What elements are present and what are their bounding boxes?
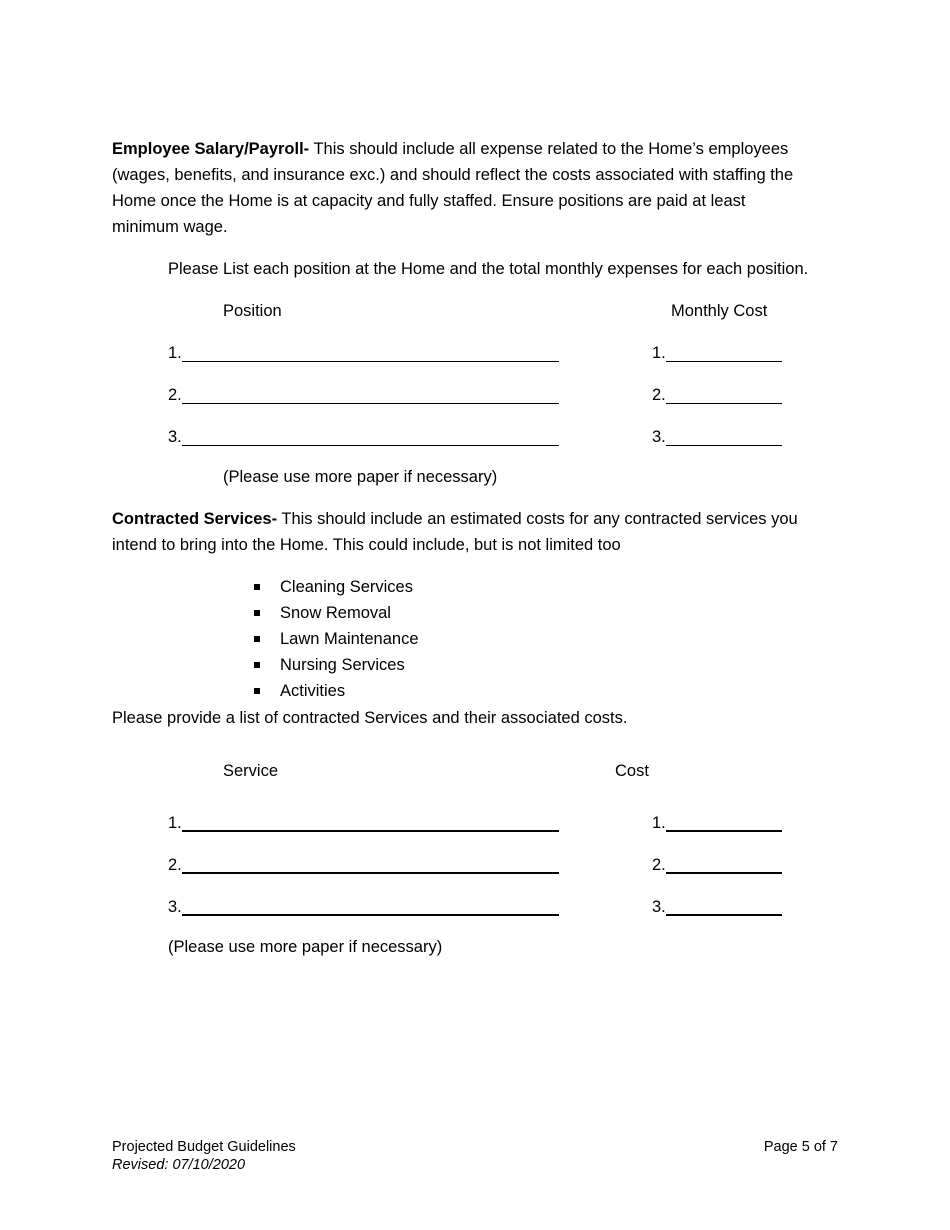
employee-line-1 — [112, 136, 832, 162]
footer-page-number: Page 5 of 7 — [763, 1139, 838, 1155]
employee-instruction: Please List each position at the Home and the total monthly expenses for each position. — [168, 260, 809, 278]
cost-input-line[interactable] — [666, 813, 782, 832]
position-input-line[interactable] — [182, 427, 559, 446]
position-input-line[interactable] — [182, 385, 559, 404]
cost-input-line[interactable] — [666, 343, 782, 362]
employee-more-paper-note: (Please use more paper if necessary) — [223, 468, 498, 486]
employee-line-4: minimum wage. — [112, 218, 228, 236]
service-column-header: Service — [223, 762, 279, 780]
contracted-line-2: intend to bring into the Home. This could include, but is not limited too — [112, 536, 621, 554]
row-number: 1. — [652, 344, 666, 362]
row-number: 2. — [652, 856, 666, 874]
monthly-cost-column-header: Monthly Cost — [671, 302, 768, 320]
contracted-paragraph — [112, 506, 832, 558]
square-bullet-icon — [254, 610, 260, 616]
row-number: 2. — [168, 856, 182, 874]
square-bullet-icon — [254, 636, 260, 642]
cost-input-line[interactable] — [666, 855, 782, 874]
cost-input-line[interactable] — [666, 897, 782, 916]
employee-line-2: (wages, benefits, and insurance exc.) and should reflect the costs associated with staffing the — [112, 166, 794, 184]
row-number: 2. — [652, 386, 666, 404]
list-item-label: Activities — [280, 682, 346, 700]
position-column-header: Position — [223, 302, 282, 320]
service-input-line[interactable] — [182, 813, 559, 832]
footer-title: Projected Budget Guidelines — [112, 1139, 296, 1155]
square-bullet-icon — [254, 662, 260, 668]
list-item — [0, 626, 950, 652]
contracted-instruction: Please provide a list of contracted Services and their associated costs. — [112, 709, 628, 727]
square-bullet-icon — [254, 584, 260, 590]
list-item — [0, 652, 950, 678]
row-number: 3. — [652, 898, 666, 916]
list-item-label: Cleaning Services — [280, 578, 413, 596]
row-number: 1. — [168, 344, 182, 362]
contracted-line-1 — [112, 506, 832, 532]
employee-text-1: This should include all expense related to the Home’s employees — [309, 140, 789, 158]
contracted-more-paper-note: (Please use more paper if necessary) — [168, 938, 443, 956]
row-number: 3. — [168, 898, 182, 916]
row-number: 3. — [652, 428, 666, 446]
list-item-label: Snow Removal — [280, 604, 391, 622]
service-input-line[interactable] — [182, 897, 559, 916]
cost-input-line[interactable] — [666, 385, 782, 404]
service-input-line[interactable] — [182, 855, 559, 874]
position-input-line[interactable] — [182, 343, 559, 362]
row-number: 1. — [168, 814, 182, 832]
employee-line-3: Home once the Home is at capacity and fully staffed. Ensure positions are paid at least — [112, 192, 746, 210]
row-number: 3. — [168, 428, 182, 446]
row-number: 1. — [652, 814, 666, 832]
cost-input-line[interactable] — [666, 427, 782, 446]
contracted-text-1: This should include an estimated costs for any contracted services you — [277, 510, 798, 528]
list-item — [0, 600, 950, 626]
employee-heading: Employee Salary/Payroll- — [112, 140, 310, 158]
list-item — [0, 574, 950, 600]
employee-paragraph — [112, 136, 832, 240]
contracted-heading: Contracted Services- — [112, 510, 278, 528]
list-item-label: Nursing Services — [280, 656, 405, 674]
footer-revised-date: Revised: 07/10/2020 — [112, 1157, 246, 1173]
square-bullet-icon — [254, 688, 260, 694]
list-item — [0, 678, 950, 704]
cost-column-header: Cost — [615, 762, 649, 780]
row-number: 2. — [168, 386, 182, 404]
list-item-label: Lawn Maintenance — [280, 630, 419, 648]
